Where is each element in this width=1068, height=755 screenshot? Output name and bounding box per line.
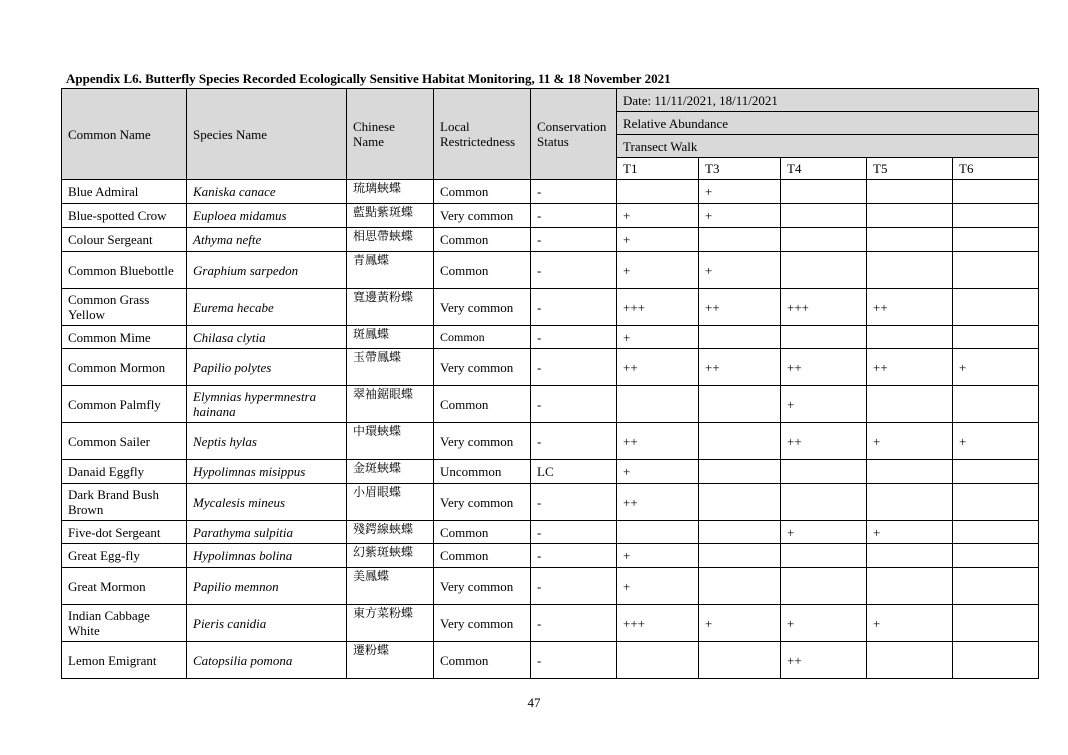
table-row <box>62 326 1039 349</box>
species-name-cell: Catopsilia pomona <box>187 642 347 679</box>
abundance-cell <box>953 484 1039 521</box>
table-row <box>62 289 1039 326</box>
chinese-name-cell: 相思帶蛺蝶 <box>347 228 434 252</box>
local-restrictedness-cell: Common <box>434 386 531 423</box>
table-header <box>62 89 1039 180</box>
abundance-cell <box>617 642 699 679</box>
header-chinese-name: Chinese Name <box>347 89 434 180</box>
local-restrictedness-cell: Common <box>434 180 531 204</box>
chinese-name-cell: 美鳳蝶 <box>347 568 434 605</box>
local-restrictedness-cell: Uncommon <box>434 460 531 484</box>
abundance-cell <box>699 568 781 605</box>
abundance-cell <box>781 484 867 521</box>
common-name-cell: Common Bluebottle <box>62 252 187 289</box>
species-name-cell: Parathyma sulpitia <box>187 521 347 544</box>
table-row <box>62 204 1039 228</box>
abundance-cell <box>953 642 1039 679</box>
chinese-name-cell: 小眉眼蝶 <box>347 484 434 521</box>
species-name-cell: Elymnias hypermnestra hainana <box>187 386 347 423</box>
common-name-cell: Dark Brand Bush Brown <box>62 484 187 521</box>
common-name-cell: Common Palmfly <box>62 386 187 423</box>
chinese-name-cell: 琉璃蛺蝶 <box>347 180 434 204</box>
abundance-cell <box>867 228 953 252</box>
abundance-cell: + <box>617 568 699 605</box>
page-title: Appendix L6. Butterfly Species Recorded Ecologically Sensitive Habitat Monitoring, 11 & 18 November 2021 <box>66 71 671 86</box>
common-name-cell: Great Egg-fly <box>62 544 187 568</box>
common-name-cell: Blue Admiral <box>62 180 187 204</box>
abundance-cell: + <box>699 252 781 289</box>
header-transect: T1 <box>617 158 699 180</box>
abundance-cell <box>781 204 867 228</box>
species-name-cell: Athyma nefte <box>187 228 347 252</box>
conservation-status-cell: - <box>531 423 617 460</box>
abundance-cell <box>781 326 867 349</box>
abundance-cell: + <box>699 180 781 204</box>
abundance-cell: + <box>699 605 781 642</box>
abundance-cell: + <box>953 423 1039 460</box>
local-restrictedness-cell: Common <box>434 252 531 289</box>
abundance-cell: +++ <box>617 605 699 642</box>
local-restrictedness-cell: Very common <box>434 349 531 386</box>
conservation-status-cell: - <box>531 568 617 605</box>
chinese-name-cell: 中環蛺蝶 <box>347 423 434 460</box>
conservation-status-cell: - <box>531 180 617 204</box>
common-name-cell: Indian Cabbage White <box>62 605 187 642</box>
abundance-cell: ++ <box>617 423 699 460</box>
abundance-cell <box>699 423 781 460</box>
abundance-cell: + <box>867 605 953 642</box>
species-name-cell: Hypolimnas bolina <box>187 544 347 568</box>
conservation-status-cell: - <box>531 204 617 228</box>
abundance-cell: ++ <box>781 423 867 460</box>
conservation-status-cell: - <box>531 544 617 568</box>
local-restrictedness-cell: Common <box>434 642 531 679</box>
abundance-cell: ++ <box>781 349 867 386</box>
abundance-cell: + <box>867 423 953 460</box>
common-name-cell: Danaid Eggfly <box>62 460 187 484</box>
abundance-cell: + <box>953 349 1039 386</box>
abundance-cell <box>617 386 699 423</box>
conservation-status-cell: - <box>531 228 617 252</box>
local-restrictedness-cell: Common <box>434 544 531 568</box>
conservation-status-cell: - <box>531 386 617 423</box>
abundance-cell <box>867 460 953 484</box>
table-row <box>62 386 1039 423</box>
species-name-cell: Mycalesis mineus <box>187 484 347 521</box>
abundance-cell <box>781 228 867 252</box>
common-name-cell: Lemon Emigrant <box>62 642 187 679</box>
local-restrictedness-cell: Common <box>434 228 531 252</box>
species-name-cell: Chilasa clytia <box>187 326 347 349</box>
abundance-cell: + <box>699 204 781 228</box>
abundance-cell <box>781 568 867 605</box>
header-date: Date: 11/11/2021, 18/11/2021 <box>617 89 1039 112</box>
abundance-cell: + <box>781 386 867 423</box>
table-row <box>62 484 1039 521</box>
common-name-cell: Five-dot Sergeant <box>62 521 187 544</box>
abundance-cell <box>953 460 1039 484</box>
abundance-cell <box>617 180 699 204</box>
conservation-status-cell: LC <box>531 460 617 484</box>
table-body <box>62 180 1039 679</box>
abundance-cell <box>867 642 953 679</box>
abundance-cell <box>867 386 953 423</box>
chinese-name-cell: 幻紫斑蛺蝶 <box>347 544 434 568</box>
table-row <box>62 349 1039 386</box>
species-name-cell: Euploea midamus <box>187 204 347 228</box>
chinese-name-cell: 斑鳳蝶 <box>347 326 434 349</box>
header-conservation-status: Conservation Status <box>531 89 617 180</box>
abundance-cell: + <box>617 252 699 289</box>
abundance-cell <box>953 386 1039 423</box>
abundance-cell <box>699 460 781 484</box>
header-transect: T4 <box>781 158 867 180</box>
local-restrictedness-cell: Common <box>434 521 531 544</box>
chinese-name-cell: 翠袖鋸眼蝶 <box>347 386 434 423</box>
local-restrictedness-cell: Very common <box>434 204 531 228</box>
chinese-name-cell: 寬邊黃粉蝶 <box>347 289 434 326</box>
abundance-cell <box>699 642 781 679</box>
abundance-cell: ++ <box>699 289 781 326</box>
chinese-name-cell: 藍點紫斑蝶 <box>347 204 434 228</box>
local-restrictedness-cell: Very common <box>434 484 531 521</box>
species-name-cell: Pieris canidia <box>187 605 347 642</box>
conservation-status-cell: - <box>531 605 617 642</box>
abundance-cell <box>867 568 953 605</box>
abundance-cell: + <box>617 228 699 252</box>
abundance-cell <box>953 568 1039 605</box>
abundance-cell: + <box>781 605 867 642</box>
abundance-cell: ++ <box>867 349 953 386</box>
abundance-cell: ++ <box>867 289 953 326</box>
abundance-cell: + <box>617 460 699 484</box>
abundance-cell <box>699 521 781 544</box>
abundance-cell <box>953 326 1039 349</box>
common-name-cell: Common Sailer <box>62 423 187 460</box>
header-common-name: Common Name <box>62 89 187 180</box>
abundance-cell: ++ <box>699 349 781 386</box>
abundance-cell: +++ <box>781 289 867 326</box>
table-row <box>62 423 1039 460</box>
abundance-cell <box>867 252 953 289</box>
conservation-status-cell: - <box>531 484 617 521</box>
common-name-cell: Common Grass Yellow <box>62 289 187 326</box>
conservation-status-cell: - <box>531 289 617 326</box>
abundance-cell <box>781 180 867 204</box>
abundance-cell <box>699 484 781 521</box>
abundance-cell <box>699 228 781 252</box>
abundance-cell <box>867 204 953 228</box>
abundance-cell: + <box>781 521 867 544</box>
abundance-cell <box>953 605 1039 642</box>
local-restrictedness-cell: Common <box>434 326 531 349</box>
butterfly-table <box>61 88 1039 679</box>
abundance-cell: + <box>867 521 953 544</box>
abundance-cell: ++ <box>617 349 699 386</box>
header-transect: T3 <box>699 158 781 180</box>
abundance-cell <box>699 386 781 423</box>
abundance-cell <box>867 180 953 204</box>
table-row <box>62 521 1039 544</box>
conservation-status-cell: - <box>531 252 617 289</box>
abundance-cell <box>953 204 1039 228</box>
header-species-name: Species Name <box>187 89 347 180</box>
abundance-cell <box>781 544 867 568</box>
abundance-cell <box>953 289 1039 326</box>
header-transect: T6 <box>953 158 1039 180</box>
abundance-cell <box>953 252 1039 289</box>
header-relative-abundance: Relative Abundance <box>617 112 1039 135</box>
abundance-cell: + <box>617 326 699 349</box>
table-row <box>62 642 1039 679</box>
chinese-name-cell: 遷粉蝶 <box>347 642 434 679</box>
abundance-cell <box>699 326 781 349</box>
conservation-status-cell: - <box>531 642 617 679</box>
abundance-cell <box>953 228 1039 252</box>
chinese-name-cell: 殘鍔線蛺蝶 <box>347 521 434 544</box>
header-transect: T5 <box>867 158 953 180</box>
abundance-cell: ++ <box>781 642 867 679</box>
table-row <box>62 460 1039 484</box>
common-name-cell: Great Mormon <box>62 568 187 605</box>
local-restrictedness-cell: Very common <box>434 605 531 642</box>
abundance-cell <box>953 180 1039 204</box>
table-row <box>62 544 1039 568</box>
header-transect-walk: Transect Walk <box>617 135 1039 158</box>
chinese-name-cell: 玉帶鳳蝶 <box>347 349 434 386</box>
local-restrictedness-cell: Very common <box>434 423 531 460</box>
conservation-status-cell: - <box>531 326 617 349</box>
abundance-cell <box>617 521 699 544</box>
table-row <box>62 605 1039 642</box>
abundance-cell <box>699 544 781 568</box>
chinese-name-cell: 青鳳蝶 <box>347 252 434 289</box>
table-row <box>62 228 1039 252</box>
common-name-cell: Colour Sergeant <box>62 228 187 252</box>
table-row <box>62 252 1039 289</box>
species-name-cell: Neptis hylas <box>187 423 347 460</box>
species-name-cell: Kaniska canace <box>187 180 347 204</box>
species-name-cell: Papilio memnon <box>187 568 347 605</box>
species-name-cell: Papilio polytes <box>187 349 347 386</box>
abundance-cell <box>867 326 953 349</box>
header-local-restrictedness: Local Restrictedness <box>434 89 531 180</box>
abundance-cell <box>781 460 867 484</box>
page-number: 47 <box>527 695 541 710</box>
conservation-status-cell: - <box>531 521 617 544</box>
chinese-name-cell: 東方菜粉蝶 <box>347 605 434 642</box>
species-name-cell: Graphium sarpedon <box>187 252 347 289</box>
table-row <box>62 180 1039 204</box>
abundance-cell: + <box>617 204 699 228</box>
local-restrictedness-cell: Very common <box>434 289 531 326</box>
chinese-name-cell: 金斑蛺蝶 <box>347 460 434 484</box>
abundance-cell <box>953 544 1039 568</box>
abundance-cell <box>867 544 953 568</box>
abundance-cell: + <box>617 544 699 568</box>
species-name-cell: Hypolimnas misippus <box>187 460 347 484</box>
abundance-cell: +++ <box>617 289 699 326</box>
species-name-cell: Eurema hecabe <box>187 289 347 326</box>
conservation-status-cell: - <box>531 349 617 386</box>
common-name-cell: Common Mormon <box>62 349 187 386</box>
common-name-cell: Common Mime <box>62 326 187 349</box>
abundance-cell <box>867 484 953 521</box>
abundance-cell <box>953 521 1039 544</box>
abundance-cell: ++ <box>617 484 699 521</box>
table-row <box>62 568 1039 605</box>
common-name-cell: Blue-spotted Crow <box>62 204 187 228</box>
local-restrictedness-cell: Very common <box>434 568 531 605</box>
abundance-cell <box>781 252 867 289</box>
